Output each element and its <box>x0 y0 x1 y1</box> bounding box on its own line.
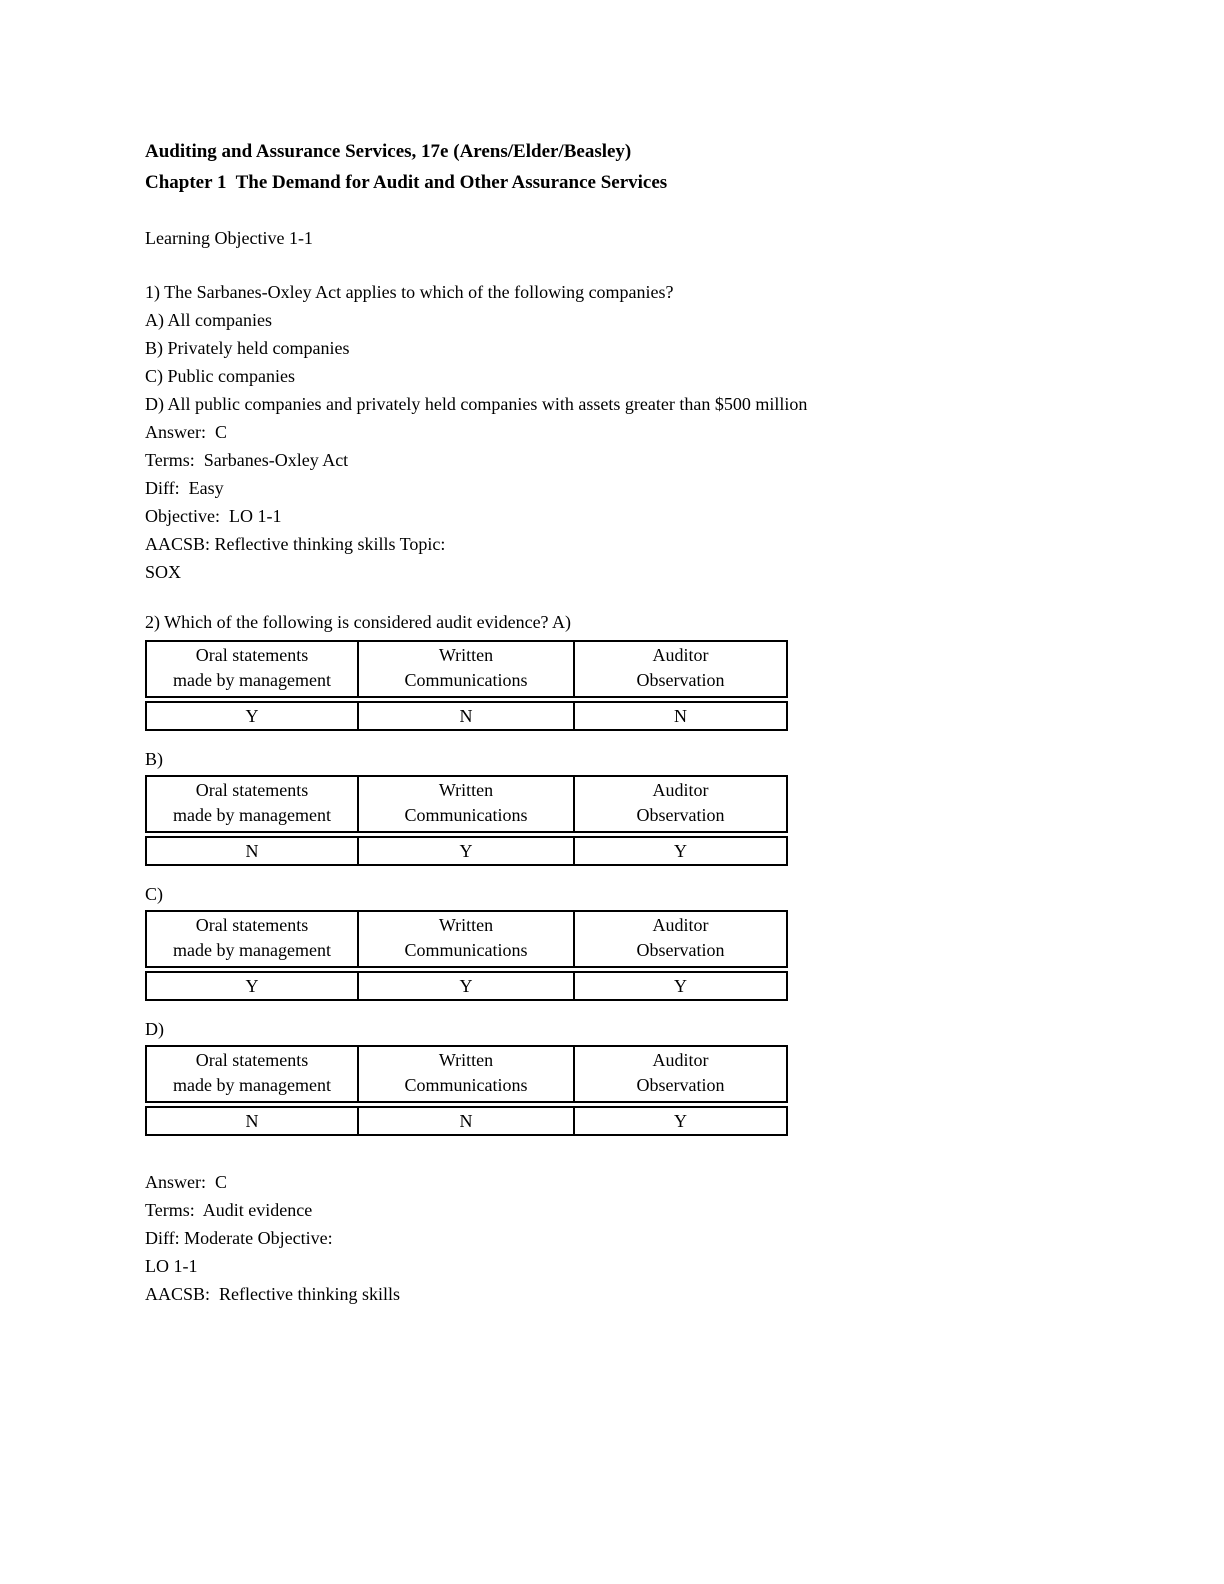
header-line: Oral statements <box>195 645 309 665</box>
question-2-answer: Answer: C <box>145 1172 227 1192</box>
header-line: Communications <box>404 805 528 825</box>
table-value-cell: N <box>147 1108 359 1134</box>
header-line: Auditor <box>652 645 709 665</box>
header-line: made by management <box>173 805 331 825</box>
question-1-option-a: A) All companies <box>145 310 272 330</box>
table-value-cell: Y <box>674 1111 687 1131</box>
table-header-row <box>145 1045 788 1103</box>
question-2-lo: LO 1-1 <box>145 1256 198 1276</box>
question-1-option-d: D) All public companies and privately held companies with assets greater than $500 million <box>145 394 808 414</box>
table-value-row <box>145 701 788 731</box>
header-line: Oral statements <box>195 1050 309 1070</box>
header-line: Oral statements <box>195 915 309 935</box>
question-2-terms: Terms: Audit evidence <box>145 1200 313 1220</box>
table-value-cell: Y <box>147 703 359 729</box>
question-1-objective: Objective: LO 1-1 <box>145 506 282 526</box>
table-value-cell: Y <box>359 973 575 999</box>
header-line: Written <box>438 780 494 800</box>
table-header-cell <box>575 1047 786 1101</box>
question-1-terms: Terms: Sarbanes-Oxley Act <box>145 450 349 470</box>
table-header-cell <box>575 777 786 831</box>
table-value-cell: Y <box>674 841 687 861</box>
header-line: Auditor <box>652 915 709 935</box>
page-content <box>145 136 1105 1308</box>
table-header-cell <box>147 642 359 696</box>
question-1-topic: SOX <box>145 562 182 582</box>
table-value-row <box>145 971 788 1001</box>
table-header-row <box>145 910 788 968</box>
header-line: Written <box>438 1050 494 1070</box>
table-label: D) <box>145 1019 164 1039</box>
chapter-subtitle: Chapter 1 The Demand for Audit and Other Assurance Services <box>145 172 668 193</box>
header-line: Oral statements <box>195 780 309 800</box>
table-header-cell <box>147 912 359 966</box>
table-header-cell <box>359 912 575 966</box>
header-line: Communications <box>404 940 528 960</box>
table-header-cell <box>359 642 575 696</box>
header-line: Written <box>438 915 494 935</box>
header-line: Auditor <box>652 1050 709 1070</box>
table-header-cell <box>575 912 786 966</box>
table-value-cell: Y <box>147 973 359 999</box>
table-label: B) <box>145 749 163 769</box>
table-header-cell <box>147 777 359 831</box>
header-line: Auditor <box>652 780 709 800</box>
question-1-option-c: C) Public companies <box>145 366 295 386</box>
evidence-table-c <box>145 882 1105 1001</box>
header-line: made by management <box>173 940 331 960</box>
table-header-cell <box>359 1047 575 1101</box>
evidence-table-b <box>145 747 1105 866</box>
page-title: Auditing and Assurance Services, 17e (Arens/Elder/Beasley) <box>145 141 632 162</box>
evidence-table-a <box>145 640 1105 731</box>
header-line: Communications <box>404 670 528 690</box>
table-header-cell <box>575 642 786 696</box>
evidence-table-d <box>145 1017 1105 1136</box>
table-value-cell: N <box>359 703 575 729</box>
question-2-diff: Diff: Moderate Objective: <box>145 1228 333 1248</box>
table-value-cell: Y <box>674 976 687 996</box>
question-1-aacsb: AACSB: Reflective thinking skills Topic: <box>145 534 446 554</box>
table-value-row <box>145 836 788 866</box>
table-header-cell <box>359 777 575 831</box>
header-line: made by management <box>173 1075 331 1095</box>
header-line: made by management <box>173 670 331 690</box>
table-label: C) <box>145 884 163 904</box>
header-line: Observation <box>636 940 725 960</box>
table-header-row <box>145 640 788 698</box>
table-value-row <box>145 1106 788 1136</box>
question-2: 2) Which of the following is considered audit evidence? A) <box>145 612 572 632</box>
header-line: Observation <box>636 805 725 825</box>
question-1: 1) The Sarbanes-Oxley Act applies to which of the following companies? <box>145 282 674 302</box>
table-header-cell <box>147 1047 359 1101</box>
header-line: Communications <box>404 1075 528 1095</box>
question-1-diff: Diff: Easy <box>145 478 224 498</box>
table-value-cell: N <box>674 706 687 726</box>
header-line: Written <box>438 645 494 665</box>
question-1-answer: Answer: C <box>145 422 227 442</box>
header-line: Observation <box>636 1075 725 1095</box>
question-1-option-b: B) Privately held companies <box>145 338 350 358</box>
header-line: Observation <box>636 670 725 690</box>
learning-objective: Learning Objective 1-1 <box>145 228 313 248</box>
table-value-cell: Y <box>359 838 575 864</box>
table-value-cell: N <box>359 1108 575 1134</box>
table-header-row <box>145 775 788 833</box>
table-value-cell: N <box>147 838 359 864</box>
question-2-aacsb: AACSB: Reflective thinking skills <box>145 1284 400 1304</box>
